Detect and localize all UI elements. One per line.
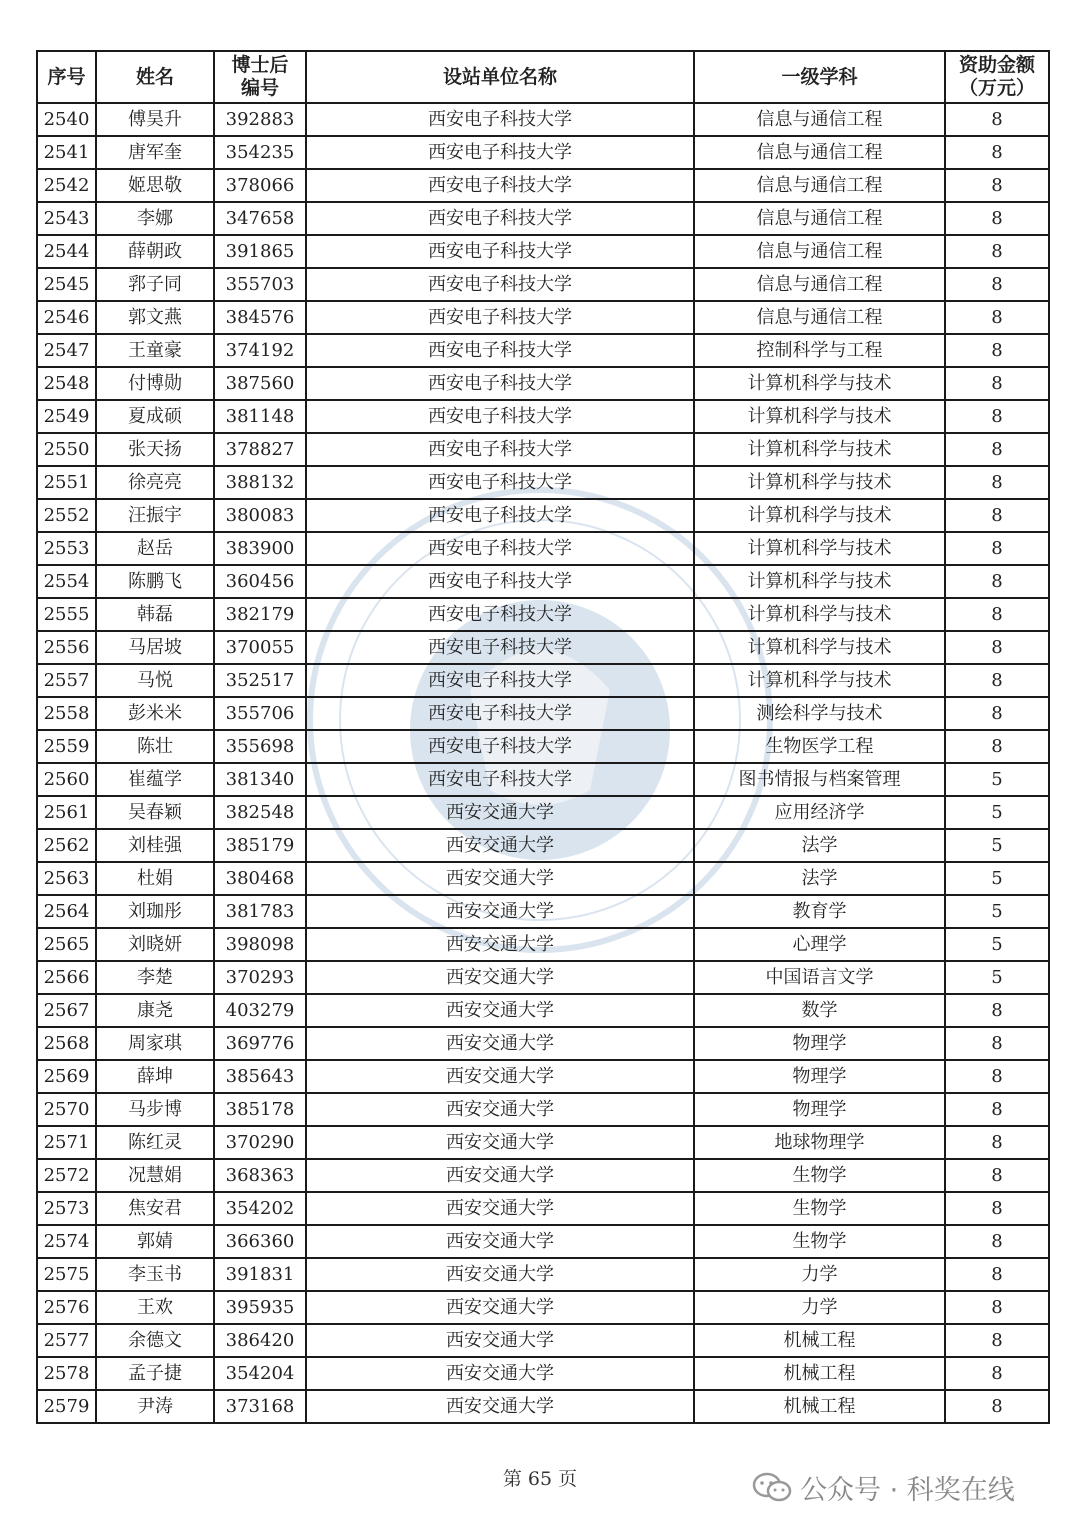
name-cell: 彭米米 bbox=[96, 697, 214, 730]
table-row bbox=[37, 400, 1049, 433]
serial-cell: 2545 bbox=[37, 268, 96, 301]
table-row bbox=[37, 367, 1049, 400]
amount-cell: 8 bbox=[945, 994, 1049, 1027]
table-row bbox=[37, 631, 1049, 664]
name-cell: 余德文 bbox=[96, 1324, 214, 1357]
amount-cell: 8 bbox=[945, 334, 1049, 367]
serial-cell: 2560 bbox=[37, 763, 96, 796]
institution-cell: 西安交通大学 bbox=[306, 1390, 694, 1423]
table-row bbox=[37, 1291, 1049, 1324]
institution-cell: 西安电子科技大学 bbox=[306, 433, 694, 466]
discipline-cell: 信息与通信工程 bbox=[694, 301, 945, 334]
discipline-cell: 力学 bbox=[694, 1258, 945, 1291]
discipline-cell: 机械工程 bbox=[694, 1324, 945, 1357]
table-row bbox=[37, 862, 1049, 895]
table-row bbox=[37, 1027, 1049, 1060]
postdoc-id-cell: 382548 bbox=[214, 796, 306, 829]
discipline-cell: 物理学 bbox=[694, 1093, 945, 1126]
table-header-row bbox=[37, 51, 1049, 103]
table-row bbox=[37, 961, 1049, 994]
discipline-cell: 信息与通信工程 bbox=[694, 268, 945, 301]
amount-cell: 8 bbox=[945, 367, 1049, 400]
postdoc-id-cell: 355703 bbox=[214, 268, 306, 301]
table-row bbox=[37, 1357, 1049, 1390]
serial-cell: 2577 bbox=[37, 1324, 96, 1357]
postdoc-id-cell: 386420 bbox=[214, 1324, 306, 1357]
institution-cell: 西安交通大学 bbox=[306, 895, 694, 928]
table-row bbox=[37, 532, 1049, 565]
discipline-cell: 图书情报与档案管理 bbox=[694, 763, 945, 796]
institution-cell: 西安交通大学 bbox=[306, 796, 694, 829]
serial-cell: 2565 bbox=[37, 928, 96, 961]
postdoc-id-cell: 380468 bbox=[214, 862, 306, 895]
name-cell: 尹涛 bbox=[96, 1390, 214, 1423]
institution-cell: 西安交通大学 bbox=[306, 1126, 694, 1159]
amount-cell: 8 bbox=[945, 202, 1049, 235]
postdoc-id-cell: 391831 bbox=[214, 1258, 306, 1291]
table-row bbox=[37, 466, 1049, 499]
serial-cell: 2555 bbox=[37, 598, 96, 631]
serial-cell: 2562 bbox=[37, 829, 96, 862]
amount-cell: 5 bbox=[945, 796, 1049, 829]
discipline-cell: 信息与通信工程 bbox=[694, 235, 945, 268]
serial-cell: 2568 bbox=[37, 1027, 96, 1060]
name-cell: 汪振宇 bbox=[96, 499, 214, 532]
postdoc-id-cell: 366360 bbox=[214, 1225, 306, 1258]
name-cell: 夏成硕 bbox=[96, 400, 214, 433]
name-cell: 周家琪 bbox=[96, 1027, 214, 1060]
discipline-cell: 教育学 bbox=[694, 895, 945, 928]
discipline-cell: 力学 bbox=[694, 1291, 945, 1324]
discipline-cell: 计算机科学与技术 bbox=[694, 367, 945, 400]
table-row bbox=[37, 136, 1049, 169]
discipline-cell: 计算机科学与技术 bbox=[694, 400, 945, 433]
amount-cell: 8 bbox=[945, 1159, 1049, 1192]
postdoc-id-cell: 355698 bbox=[214, 730, 306, 763]
table-row bbox=[37, 1192, 1049, 1225]
name-cell: 郛子同 bbox=[96, 268, 214, 301]
name-cell: 姬思敬 bbox=[96, 169, 214, 202]
table-row bbox=[37, 730, 1049, 763]
name-cell: 陈红灵 bbox=[96, 1126, 214, 1159]
postdoc-id-cell: 354204 bbox=[214, 1357, 306, 1390]
name-cell: 徐亮亮 bbox=[96, 466, 214, 499]
amount-cell: 8 bbox=[945, 268, 1049, 301]
postdoc-id-cell: 369776 bbox=[214, 1027, 306, 1060]
serial-cell: 2550 bbox=[37, 433, 96, 466]
postdoc-id-cell: 385179 bbox=[214, 829, 306, 862]
institution-cell: 西安电子科技大学 bbox=[306, 565, 694, 598]
name-cell: 李楚 bbox=[96, 961, 214, 994]
table-row bbox=[37, 202, 1049, 235]
discipline-cell: 数学 bbox=[694, 994, 945, 1027]
institution-cell: 西安电子科技大学 bbox=[306, 631, 694, 664]
postdoc-id-cell: 387560 bbox=[214, 367, 306, 400]
institution-cell: 西安交通大学 bbox=[306, 1291, 694, 1324]
amount-cell: 8 bbox=[945, 565, 1049, 598]
serial-cell: 2559 bbox=[37, 730, 96, 763]
table-row bbox=[37, 169, 1049, 202]
amount-cell: 8 bbox=[945, 103, 1049, 136]
postdoc-id-cell: 373168 bbox=[214, 1390, 306, 1423]
name-cell: 康尧 bbox=[96, 994, 214, 1027]
postdoc-id-cell: 354235 bbox=[214, 136, 306, 169]
serial-cell: 2558 bbox=[37, 697, 96, 730]
amount-cell: 5 bbox=[945, 928, 1049, 961]
institution-cell: 西安电子科技大学 bbox=[306, 136, 694, 169]
postdoc-id-cell: 381783 bbox=[214, 895, 306, 928]
name-cell: 薛朝政 bbox=[96, 235, 214, 268]
serial-cell: 2567 bbox=[37, 994, 96, 1027]
discipline-cell: 计算机科学与技术 bbox=[694, 631, 945, 664]
name-cell: 郭文燕 bbox=[96, 301, 214, 334]
name-cell: 况慧娟 bbox=[96, 1159, 214, 1192]
serial-cell: 2543 bbox=[37, 202, 96, 235]
amount-cell: 8 bbox=[945, 598, 1049, 631]
postdoc-id-cell: 347658 bbox=[214, 202, 306, 235]
postdoc-id-cell: 385643 bbox=[214, 1060, 306, 1093]
header-col-postdoc-id: 博士后 编号 bbox=[214, 51, 306, 103]
serial-cell: 2576 bbox=[37, 1291, 96, 1324]
amount-cell: 8 bbox=[945, 169, 1049, 202]
serial-cell: 2563 bbox=[37, 862, 96, 895]
serial-cell: 2556 bbox=[37, 631, 96, 664]
discipline-cell: 生物学 bbox=[694, 1225, 945, 1258]
table-row bbox=[37, 1390, 1049, 1423]
discipline-cell: 机械工程 bbox=[694, 1357, 945, 1390]
name-cell: 付博勋 bbox=[96, 367, 214, 400]
serial-cell: 2544 bbox=[37, 235, 96, 268]
table-row bbox=[37, 994, 1049, 1027]
table-row bbox=[37, 664, 1049, 697]
name-cell: 张天扬 bbox=[96, 433, 214, 466]
institution-cell: 西安电子科技大学 bbox=[306, 367, 694, 400]
discipline-cell: 中国语言文学 bbox=[694, 961, 945, 994]
serial-cell: 2564 bbox=[37, 895, 96, 928]
header-col-amount: 资助金额 （万元） bbox=[945, 51, 1049, 103]
header-col-discipline: 一级学科 bbox=[694, 51, 945, 103]
funding-table bbox=[36, 50, 1050, 1424]
discipline-cell: 生物医学工程 bbox=[694, 730, 945, 763]
table-row bbox=[37, 565, 1049, 598]
serial-cell: 2575 bbox=[37, 1258, 96, 1291]
amount-cell: 8 bbox=[945, 1258, 1049, 1291]
institution-cell: 西安电子科技大学 bbox=[306, 532, 694, 565]
postdoc-id-cell: 355706 bbox=[214, 697, 306, 730]
discipline-cell: 计算机科学与技术 bbox=[694, 433, 945, 466]
discipline-cell: 信息与通信工程 bbox=[694, 169, 945, 202]
table-row bbox=[37, 829, 1049, 862]
amount-cell: 5 bbox=[945, 763, 1049, 796]
institution-cell: 西安交通大学 bbox=[306, 1192, 694, 1225]
name-cell: 马居坡 bbox=[96, 631, 214, 664]
name-cell: 焦安君 bbox=[96, 1192, 214, 1225]
amount-cell: 8 bbox=[945, 1324, 1049, 1357]
institution-cell: 西安交通大学 bbox=[306, 829, 694, 862]
institution-cell: 西安电子科技大学 bbox=[306, 334, 694, 367]
amount-cell: 5 bbox=[945, 862, 1049, 895]
institution-cell: 西安交通大学 bbox=[306, 1159, 694, 1192]
institution-cell: 西安电子科技大学 bbox=[306, 763, 694, 796]
institution-cell: 西安电子科技大学 bbox=[306, 301, 694, 334]
serial-cell: 2569 bbox=[37, 1060, 96, 1093]
postdoc-id-cell: 391865 bbox=[214, 235, 306, 268]
serial-cell: 2548 bbox=[37, 367, 96, 400]
institution-cell: 西安交通大学 bbox=[306, 1357, 694, 1390]
name-cell: 马悦 bbox=[96, 664, 214, 697]
serial-cell: 2546 bbox=[37, 301, 96, 334]
table-row bbox=[37, 1159, 1049, 1192]
serial-cell: 2552 bbox=[37, 499, 96, 532]
page-number: 第 65 页 bbox=[502, 1468, 578, 1490]
discipline-cell: 生物学 bbox=[694, 1159, 945, 1192]
serial-cell: 2573 bbox=[37, 1192, 96, 1225]
postdoc-id-cell: 380083 bbox=[214, 499, 306, 532]
discipline-cell: 信息与通信工程 bbox=[694, 136, 945, 169]
serial-cell: 2561 bbox=[37, 796, 96, 829]
postdoc-id-cell: 403279 bbox=[214, 994, 306, 1027]
postdoc-id-cell: 383900 bbox=[214, 532, 306, 565]
amount-cell: 8 bbox=[945, 1291, 1049, 1324]
discipline-cell: 心理学 bbox=[694, 928, 945, 961]
name-cell: 韩磊 bbox=[96, 598, 214, 631]
amount-cell: 5 bbox=[945, 961, 1049, 994]
serial-cell: 2541 bbox=[37, 136, 96, 169]
header-col-name: 姓名 bbox=[96, 51, 214, 103]
serial-cell: 2551 bbox=[37, 466, 96, 499]
table-row bbox=[37, 499, 1049, 532]
institution-cell: 西安交通大学 bbox=[306, 928, 694, 961]
name-cell: 陈壮 bbox=[96, 730, 214, 763]
institution-cell: 西安交通大学 bbox=[306, 1060, 694, 1093]
name-cell: 刘晓妍 bbox=[96, 928, 214, 961]
table-row bbox=[37, 598, 1049, 631]
discipline-cell: 计算机科学与技术 bbox=[694, 565, 945, 598]
discipline-cell: 计算机科学与技术 bbox=[694, 466, 945, 499]
postdoc-id-cell: 370290 bbox=[214, 1126, 306, 1159]
institution-cell: 西安交通大学 bbox=[306, 1258, 694, 1291]
name-cell: 王童豪 bbox=[96, 334, 214, 367]
serial-cell: 2571 bbox=[37, 1126, 96, 1159]
postdoc-id-cell: 392883 bbox=[214, 103, 306, 136]
institution-cell: 西安电子科技大学 bbox=[306, 730, 694, 763]
discipline-cell: 测绘科学与技术 bbox=[694, 697, 945, 730]
postdoc-id-cell: 374192 bbox=[214, 334, 306, 367]
name-cell: 刘桂强 bbox=[96, 829, 214, 862]
amount-cell: 8 bbox=[945, 499, 1049, 532]
discipline-cell: 应用经济学 bbox=[694, 796, 945, 829]
table-row bbox=[37, 1225, 1049, 1258]
institution-cell: 西安电子科技大学 bbox=[306, 499, 694, 532]
amount-cell: 8 bbox=[945, 433, 1049, 466]
wechat-brand bbox=[752, 1468, 1015, 1507]
amount-cell: 8 bbox=[945, 697, 1049, 730]
postdoc-id-cell: 385178 bbox=[214, 1093, 306, 1126]
amount-cell: 8 bbox=[945, 466, 1049, 499]
table-row bbox=[37, 1324, 1049, 1357]
institution-cell: 西安电子科技大学 bbox=[306, 466, 694, 499]
header-col-institution: 设站单位名称 bbox=[306, 51, 694, 103]
amount-cell: 8 bbox=[945, 1192, 1049, 1225]
name-cell: 唐军奎 bbox=[96, 136, 214, 169]
postdoc-id-cell: 388132 bbox=[214, 466, 306, 499]
name-cell: 李娜 bbox=[96, 202, 214, 235]
amount-cell: 8 bbox=[945, 532, 1049, 565]
amount-cell: 8 bbox=[945, 136, 1049, 169]
postdoc-id-cell: 360456 bbox=[214, 565, 306, 598]
serial-cell: 2570 bbox=[37, 1093, 96, 1126]
institution-cell: 西安交通大学 bbox=[306, 862, 694, 895]
serial-cell: 2542 bbox=[37, 169, 96, 202]
amount-cell: 5 bbox=[945, 829, 1049, 862]
postdoc-id-cell: 370293 bbox=[214, 961, 306, 994]
brand-text: 公众号 · 科奖在线 bbox=[800, 1475, 1015, 1506]
institution-cell: 西安交通大学 bbox=[306, 961, 694, 994]
table-row bbox=[37, 433, 1049, 466]
table-row bbox=[37, 895, 1049, 928]
discipline-cell: 地球物理学 bbox=[694, 1126, 945, 1159]
amount-cell: 5 bbox=[945, 895, 1049, 928]
discipline-cell: 信息与通信工程 bbox=[694, 103, 945, 136]
postdoc-id-cell: 378066 bbox=[214, 169, 306, 202]
serial-cell: 2547 bbox=[37, 334, 96, 367]
discipline-cell: 物理学 bbox=[694, 1027, 945, 1060]
discipline-cell: 物理学 bbox=[694, 1060, 945, 1093]
postdoc-id-cell: 378827 bbox=[214, 433, 306, 466]
table-row bbox=[37, 763, 1049, 796]
institution-cell: 西安电子科技大学 bbox=[306, 169, 694, 202]
serial-cell: 2566 bbox=[37, 961, 96, 994]
postdoc-id-cell: 354202 bbox=[214, 1192, 306, 1225]
table-row bbox=[37, 697, 1049, 730]
serial-cell: 2557 bbox=[37, 664, 96, 697]
amount-cell: 8 bbox=[945, 664, 1049, 697]
table-row bbox=[37, 268, 1049, 301]
institution-cell: 西安交通大学 bbox=[306, 1027, 694, 1060]
table-row bbox=[37, 1258, 1049, 1291]
institution-cell: 西安电子科技大学 bbox=[306, 400, 694, 433]
institution-cell: 西安电子科技大学 bbox=[306, 103, 694, 136]
institution-cell: 西安交通大学 bbox=[306, 994, 694, 1027]
amount-cell: 8 bbox=[945, 400, 1049, 433]
wechat-icon bbox=[752, 1472, 792, 1504]
serial-cell: 2578 bbox=[37, 1357, 96, 1390]
postdoc-id-cell: 381340 bbox=[214, 763, 306, 796]
name-cell: 陈鹏飞 bbox=[96, 565, 214, 598]
name-cell: 薛坤 bbox=[96, 1060, 214, 1093]
amount-cell: 8 bbox=[945, 1060, 1049, 1093]
table-body bbox=[37, 103, 1049, 1423]
postdoc-id-cell: 381148 bbox=[214, 400, 306, 433]
institution-cell: 西安交通大学 bbox=[306, 1093, 694, 1126]
institution-cell: 西安交通大学 bbox=[306, 1324, 694, 1357]
table-row bbox=[37, 1126, 1049, 1159]
name-cell: 王欢 bbox=[96, 1291, 214, 1324]
amount-cell: 8 bbox=[945, 1027, 1049, 1060]
serial-cell: 2579 bbox=[37, 1390, 96, 1423]
amount-cell: 8 bbox=[945, 1225, 1049, 1258]
name-cell: 崔蕴学 bbox=[96, 763, 214, 796]
discipline-cell: 计算机科学与技术 bbox=[694, 499, 945, 532]
amount-cell: 8 bbox=[945, 301, 1049, 334]
discipline-cell: 法学 bbox=[694, 829, 945, 862]
discipline-cell: 法学 bbox=[694, 862, 945, 895]
amount-cell: 8 bbox=[945, 1126, 1049, 1159]
serial-cell: 2540 bbox=[37, 103, 96, 136]
name-cell: 吴春颖 bbox=[96, 796, 214, 829]
institution-cell: 西安电子科技大学 bbox=[306, 697, 694, 730]
serial-cell: 2553 bbox=[37, 532, 96, 565]
table-row bbox=[37, 301, 1049, 334]
table-row bbox=[37, 1093, 1049, 1126]
serial-cell: 2574 bbox=[37, 1225, 96, 1258]
serial-cell: 2554 bbox=[37, 565, 96, 598]
amount-cell: 8 bbox=[945, 1093, 1049, 1126]
name-cell: 马步博 bbox=[96, 1093, 214, 1126]
postdoc-id-cell: 368363 bbox=[214, 1159, 306, 1192]
postdoc-id-cell: 352517 bbox=[214, 664, 306, 697]
postdoc-id-cell: 395935 bbox=[214, 1291, 306, 1324]
name-cell: 李玉书 bbox=[96, 1258, 214, 1291]
amount-cell: 8 bbox=[945, 1390, 1049, 1423]
amount-cell: 8 bbox=[945, 235, 1049, 268]
name-cell: 郭婧 bbox=[96, 1225, 214, 1258]
table-row bbox=[37, 334, 1049, 367]
name-cell: 傅昊升 bbox=[96, 103, 214, 136]
table-row bbox=[37, 928, 1049, 961]
postdoc-id-cell: 384576 bbox=[214, 301, 306, 334]
institution-cell: 西安电子科技大学 bbox=[306, 235, 694, 268]
header-col-serial: 序号 bbox=[37, 51, 96, 103]
amount-cell: 8 bbox=[945, 631, 1049, 664]
discipline-cell: 信息与通信工程 bbox=[694, 202, 945, 235]
name-cell: 孟子捷 bbox=[96, 1357, 214, 1390]
postdoc-id-cell: 370055 bbox=[214, 631, 306, 664]
table-row bbox=[37, 235, 1049, 268]
postdoc-id-cell: 398098 bbox=[214, 928, 306, 961]
discipline-cell: 计算机科学与技术 bbox=[694, 532, 945, 565]
amount-cell: 8 bbox=[945, 1357, 1049, 1390]
table-row bbox=[37, 796, 1049, 829]
serial-cell: 2549 bbox=[37, 400, 96, 433]
discipline-cell: 计算机科学与技术 bbox=[694, 598, 945, 631]
discipline-cell: 控制科学与工程 bbox=[694, 334, 945, 367]
institution-cell: 西安电子科技大学 bbox=[306, 268, 694, 301]
name-cell: 刘珈彤 bbox=[96, 895, 214, 928]
amount-cell: 8 bbox=[945, 730, 1049, 763]
name-cell: 杜娟 bbox=[96, 862, 214, 895]
name-cell: 赵岳 bbox=[96, 532, 214, 565]
discipline-cell: 生物学 bbox=[694, 1192, 945, 1225]
table-row bbox=[37, 1060, 1049, 1093]
institution-cell: 西安电子科技大学 bbox=[306, 598, 694, 631]
table-row bbox=[37, 103, 1049, 136]
institution-cell: 西安电子科技大学 bbox=[306, 202, 694, 235]
discipline-cell: 机械工程 bbox=[694, 1390, 945, 1423]
serial-cell: 2572 bbox=[37, 1159, 96, 1192]
discipline-cell: 计算机科学与技术 bbox=[694, 664, 945, 697]
postdoc-id-cell: 382179 bbox=[214, 598, 306, 631]
institution-cell: 西安电子科技大学 bbox=[306, 664, 694, 697]
institution-cell: 西安交通大学 bbox=[306, 1225, 694, 1258]
